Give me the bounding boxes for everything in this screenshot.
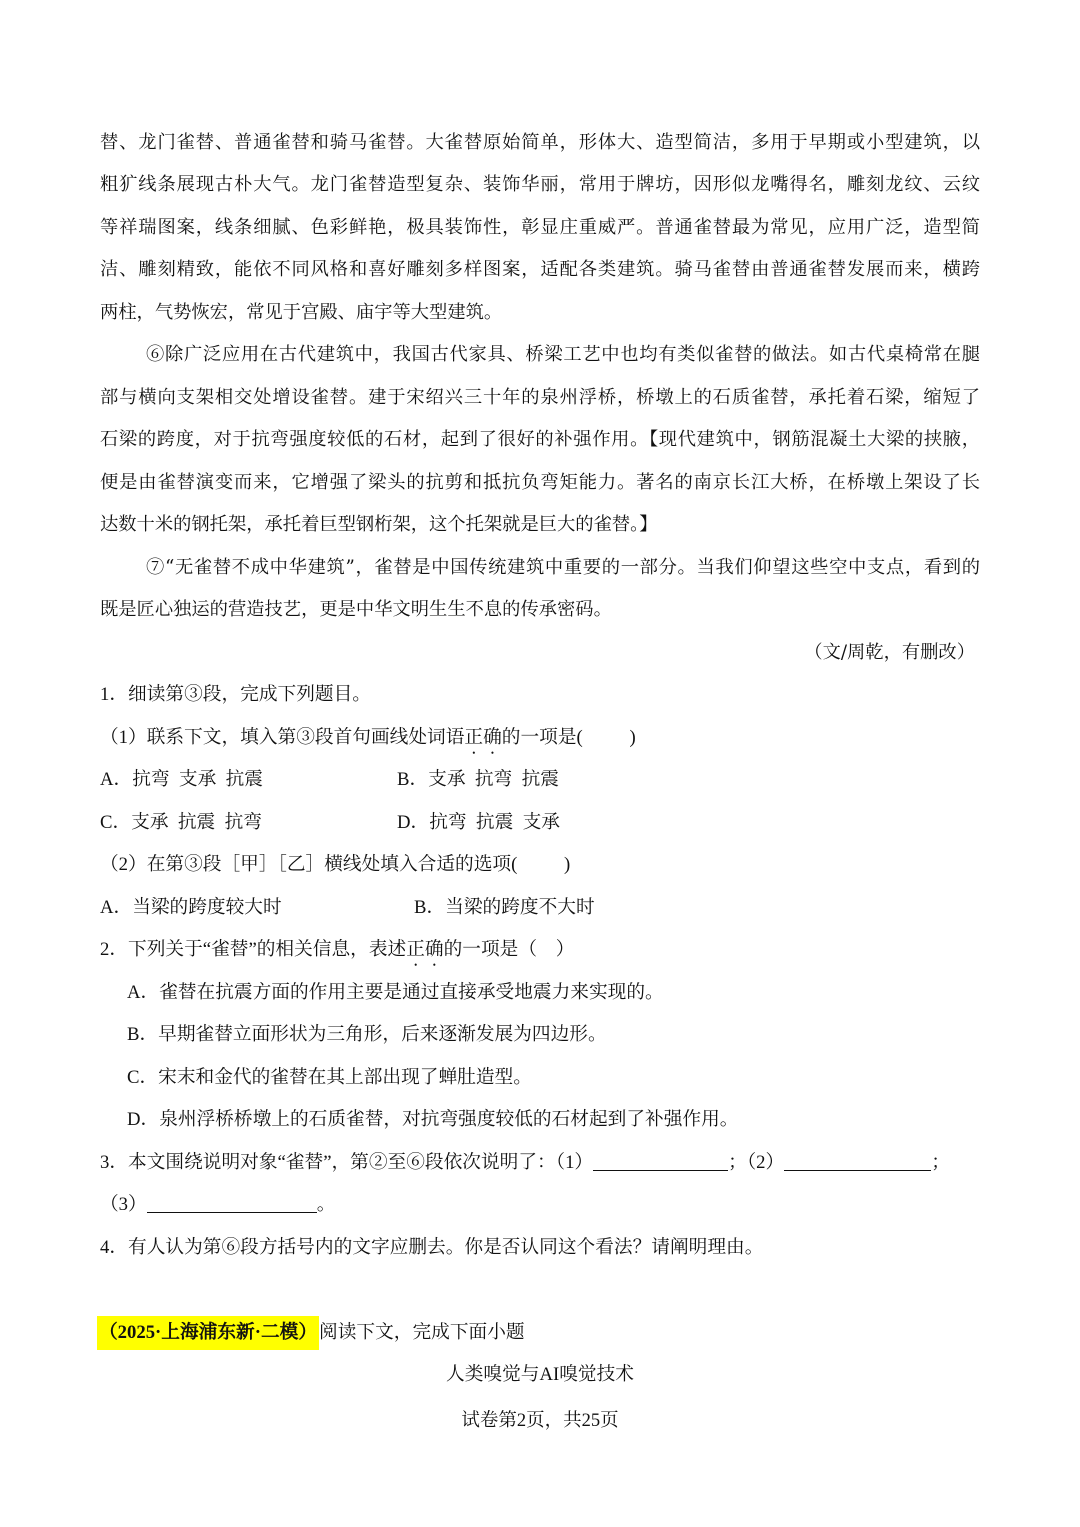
paragraph-6-line: ⑥除广泛应用在古代建筑中，我国古代家具、桥梁工艺中也均有类似雀替的做法。如古代桌椅常在腿 bbox=[146, 344, 980, 365]
option-label: C． bbox=[127, 1066, 159, 1088]
paragraph-7-line: ⑦“无雀替不成中华建筑”，雀替是中国传统建筑中重要的一部分。当我们仰望这些空中支点，看到的 bbox=[146, 556, 980, 578]
option-text: 抗弯 抗震 支承 bbox=[429, 811, 560, 833]
answer-bracket: 的一项是（ ） bbox=[443, 939, 575, 960]
option-d bbox=[100, 1099, 980, 1142]
option-text: 雀替在抗震方面的作用主要是通过直接承受地震力来实现的。 bbox=[159, 981, 664, 1003]
option-text: 泉州浮桥桥墩上的石质雀替，对抗弯强度较低的石材起到了补强作用。 bbox=[159, 1109, 739, 1130]
option-text: 当梁的跨度较大时 bbox=[132, 896, 282, 918]
option-d bbox=[397, 802, 560, 845]
emphasized-word: 正确 bbox=[406, 939, 444, 960]
option-c bbox=[100, 802, 397, 845]
answer-blank-3 bbox=[147, 1194, 317, 1213]
reading-passage bbox=[100, 122, 980, 675]
option-text: 当梁的跨度不大时 bbox=[445, 896, 595, 918]
option-text: 支承 抗震 抗弯 bbox=[131, 811, 262, 833]
option-c bbox=[100, 1057, 980, 1100]
option-label: D． bbox=[127, 1109, 160, 1130]
option-label: B． bbox=[127, 1024, 159, 1045]
option-label: A． bbox=[127, 981, 160, 1003]
options-row bbox=[100, 759, 980, 802]
emphasized-word: 正确 bbox=[464, 726, 502, 748]
paragraph-6-line: 石梁的跨度，对于抗弯强度较低的石材，起到了很好的补强作用。【现代建筑中，钢筋混凝土大梁的挟腋， bbox=[100, 429, 980, 450]
option-text: 早期雀替立面形状为三角形，后来逐渐发展为四边形。 bbox=[158, 1024, 607, 1045]
option-label: B． bbox=[397, 769, 429, 790]
options-row bbox=[100, 802, 980, 845]
next-section-header bbox=[100, 1312, 980, 1355]
question-2-stem bbox=[100, 929, 980, 972]
answer-blank-2 bbox=[784, 1152, 931, 1171]
question-3-line-2 bbox=[100, 1184, 980, 1227]
option-text: 宋末和金代的雀替在其上部出现了蝉肚造型。 bbox=[158, 1066, 532, 1088]
paragraph-5-line: 洁、雕刻精致，能依不同风格和喜好雕刻多样图案，适配各类建筑。骑马雀替由普通雀替发展而来，横跨 bbox=[100, 259, 980, 280]
question-1-stem: 1．细读第③段，完成下列题目。 bbox=[100, 684, 371, 705]
spacer bbox=[100, 1269, 980, 1312]
option-text: 抗弯 支承 抗震 bbox=[132, 769, 263, 790]
paragraph-6-line: 便是由雀替演变而来，它增强了梁头的抗剪和抵抗负弯矩能力。著名的南京长江大桥，在桥墩上架设了长 bbox=[100, 471, 980, 493]
option-label: A． bbox=[100, 896, 133, 918]
option-b bbox=[100, 1014, 980, 1057]
question-3-line-1 bbox=[100, 1142, 980, 1185]
question-text: 2．下列关于“雀替”的相关信息，表述 bbox=[100, 939, 407, 960]
option-a bbox=[100, 972, 980, 1015]
question-text: （3） bbox=[100, 1194, 147, 1215]
questions-section bbox=[100, 674, 980, 1397]
line-end-punctuation: 。 bbox=[316, 1194, 336, 1215]
question-1-part-2: （2）在第③段［甲］［乙］横线处填入合适的选项( ) bbox=[100, 854, 571, 875]
paragraph-5-line: 粗犷线条展现古朴大气。龙门雀替造型复杂、装饰华丽，常用于牌坊，因形似龙嘴得名，雕刻龙纹、云纹 bbox=[100, 174, 980, 195]
option-label: B． bbox=[414, 896, 446, 918]
option-text: 支承 抗弯 抗震 bbox=[428, 769, 559, 790]
question-text: （1）联系下文，填入第③段首句画线处词语 bbox=[100, 726, 465, 748]
exam-page bbox=[100, 122, 980, 1397]
question-4-stem: 4．有人认为第⑥段方括号内的文字应删去。你是否认同这个看法？请阐明理由。 bbox=[100, 1236, 764, 1258]
separator-text: ；（2） bbox=[728, 1151, 785, 1173]
paragraph-6-line: 部与横向支架相交处增设雀替。建于宋绍兴三十年的泉州浮桥，桥墩上的石质雀替，承托着石梁，缩短了 bbox=[100, 386, 980, 408]
option-a bbox=[100, 887, 414, 930]
source-tag-highlight: （2025·上海浦东新·二模） bbox=[97, 1316, 319, 1350]
option-a bbox=[100, 759, 397, 802]
answer-blank-1 bbox=[593, 1152, 728, 1171]
paragraph-5-line: 替、龙门雀替、普通雀替和骑马雀替。大雀替原始简单，形体大、造型简洁，多用于早期或小型建筑，以 bbox=[100, 131, 980, 153]
passage-source: （文/周乾，有删改） bbox=[804, 641, 975, 663]
page-footer: 试卷第2页，共25页 bbox=[461, 1411, 619, 1431]
article-title: 人类嗅觉与AI嗅觉技术 bbox=[446, 1364, 634, 1385]
paragraph-7-line: 既是匠心独运的营造技艺，更是中华文明生生不息的传承密码。 bbox=[100, 599, 612, 620]
option-b bbox=[414, 887, 595, 930]
section-instruction: 阅读下文，完成下面小题 bbox=[319, 1321, 525, 1343]
answer-bracket: 的一项是( ) bbox=[501, 726, 636, 748]
question-text: 3．本文围绕说明对象“雀替”，第②至⑥段依次说明了：（1） bbox=[100, 1151, 594, 1173]
option-label: A． bbox=[100, 769, 133, 790]
line-end-punctuation: ； bbox=[931, 1151, 950, 1173]
options-row bbox=[100, 887, 980, 930]
paragraph-5-line: 两柱，气势恢宏，常见于宫殿、庙宇等大型建筑。 bbox=[100, 301, 503, 323]
option-label: D． bbox=[397, 811, 430, 833]
paragraph-6-line: 达数十米的钢托架，承托着巨型钢桁架，这个托架就是巨大的雀替。】 bbox=[100, 514, 658, 535]
question-1-part-1 bbox=[100, 717, 980, 760]
option-label: C． bbox=[100, 811, 132, 833]
paragraph-5-line: 等祥瑞图案，线条细腻、色彩鲜艳，极具装饰性，彰显庄重威严。普通雀替最为常见，应用广泛，造型简 bbox=[100, 216, 980, 238]
option-b bbox=[397, 759, 559, 802]
